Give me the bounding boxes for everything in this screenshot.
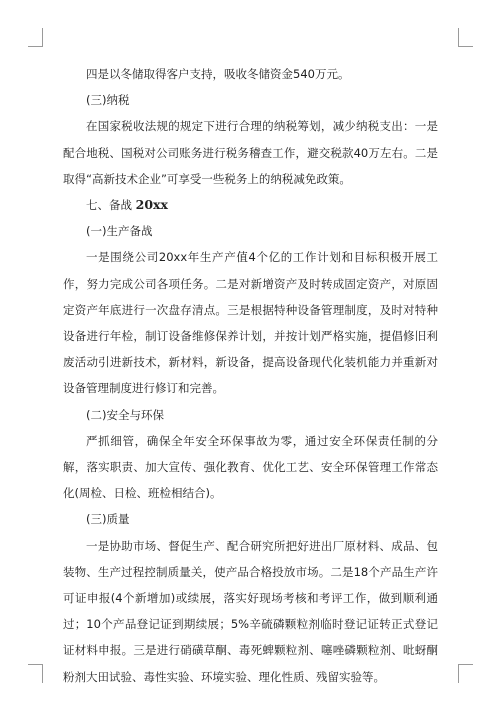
section-heading-prefix: 七、备战 xyxy=(86,198,136,213)
section-heading xyxy=(63,192,438,218)
section-subheading: (三)质量 xyxy=(86,512,130,527)
section-subheading: (二)安全与环保 xyxy=(86,407,164,422)
section-subheading: (一)生产备战 xyxy=(86,224,153,239)
body-paragraph: 严抓细管，确保全年安全环保事故为零，通过安全环保责任制的分解，落实职责、加大宣传、强化教育、优化工艺、安全环保管理工作常态化(周检、日检、班检相结合)。 xyxy=(63,433,438,501)
crop-mark-top-right xyxy=(458,28,473,47)
body-paragraph: 四是以冬储取得客户支持，吸收冬储资金540万元。 xyxy=(86,67,350,81)
document-body xyxy=(63,61,438,690)
crop-mark-top-left xyxy=(28,28,43,47)
body-paragraph: 一是协助市场、督促生产、配合研究所把好进出厂原材料、成品、包装物、生产过程控制质量关，使产品合格投放市场。二是18个产品生产许可证申报(4个新增加)或续展，落实好现场考核和考评工作，做到顺利通过；10个产品登记证到期续展；5%辛硫磷颗粒剂临时登记证转正式登记证材料申报。三是进行硝磺草酮、毒死蜱颗粒剂、噻唑磷颗粒剂、吡蚜酮粉剂大田试验、毒性实验、环境实验、理化性质、残留实验等。 xyxy=(63,538,438,684)
section-heading-year: 20xx xyxy=(135,197,168,213)
crop-mark-bottom-right xyxy=(458,664,473,683)
section-subheading: (三)纳税 xyxy=(86,93,130,108)
crop-mark-bottom-left xyxy=(28,664,43,683)
body-paragraph: 一是围绕公司20xx年生产产值4个亿的工作计划和目标积极开展工作，努力完成公司各项任务。二是对新增资产及时转成固定资产，对原固定资产年底进行一次盘存清点。三是根据特种设备管理制度，及时对特种设备进行年检，制订设备维修保养计划，并按计划严格实施，提倡修旧利废活动引进新技术，新材料，新设备，提高设备现代化装机能力并重新对设备管理制度进行修订和完善。 xyxy=(63,250,438,396)
body-paragraph: 在国家税收法规的规定下进行合理的纳税筹划，减少纳税支出：一是配合地税、国税对公司账务进行税务稽查工作，避交税款40万左右。二是取得“高新技术企业”可享受一些税务上的纳税减免政策。 xyxy=(63,119,438,186)
